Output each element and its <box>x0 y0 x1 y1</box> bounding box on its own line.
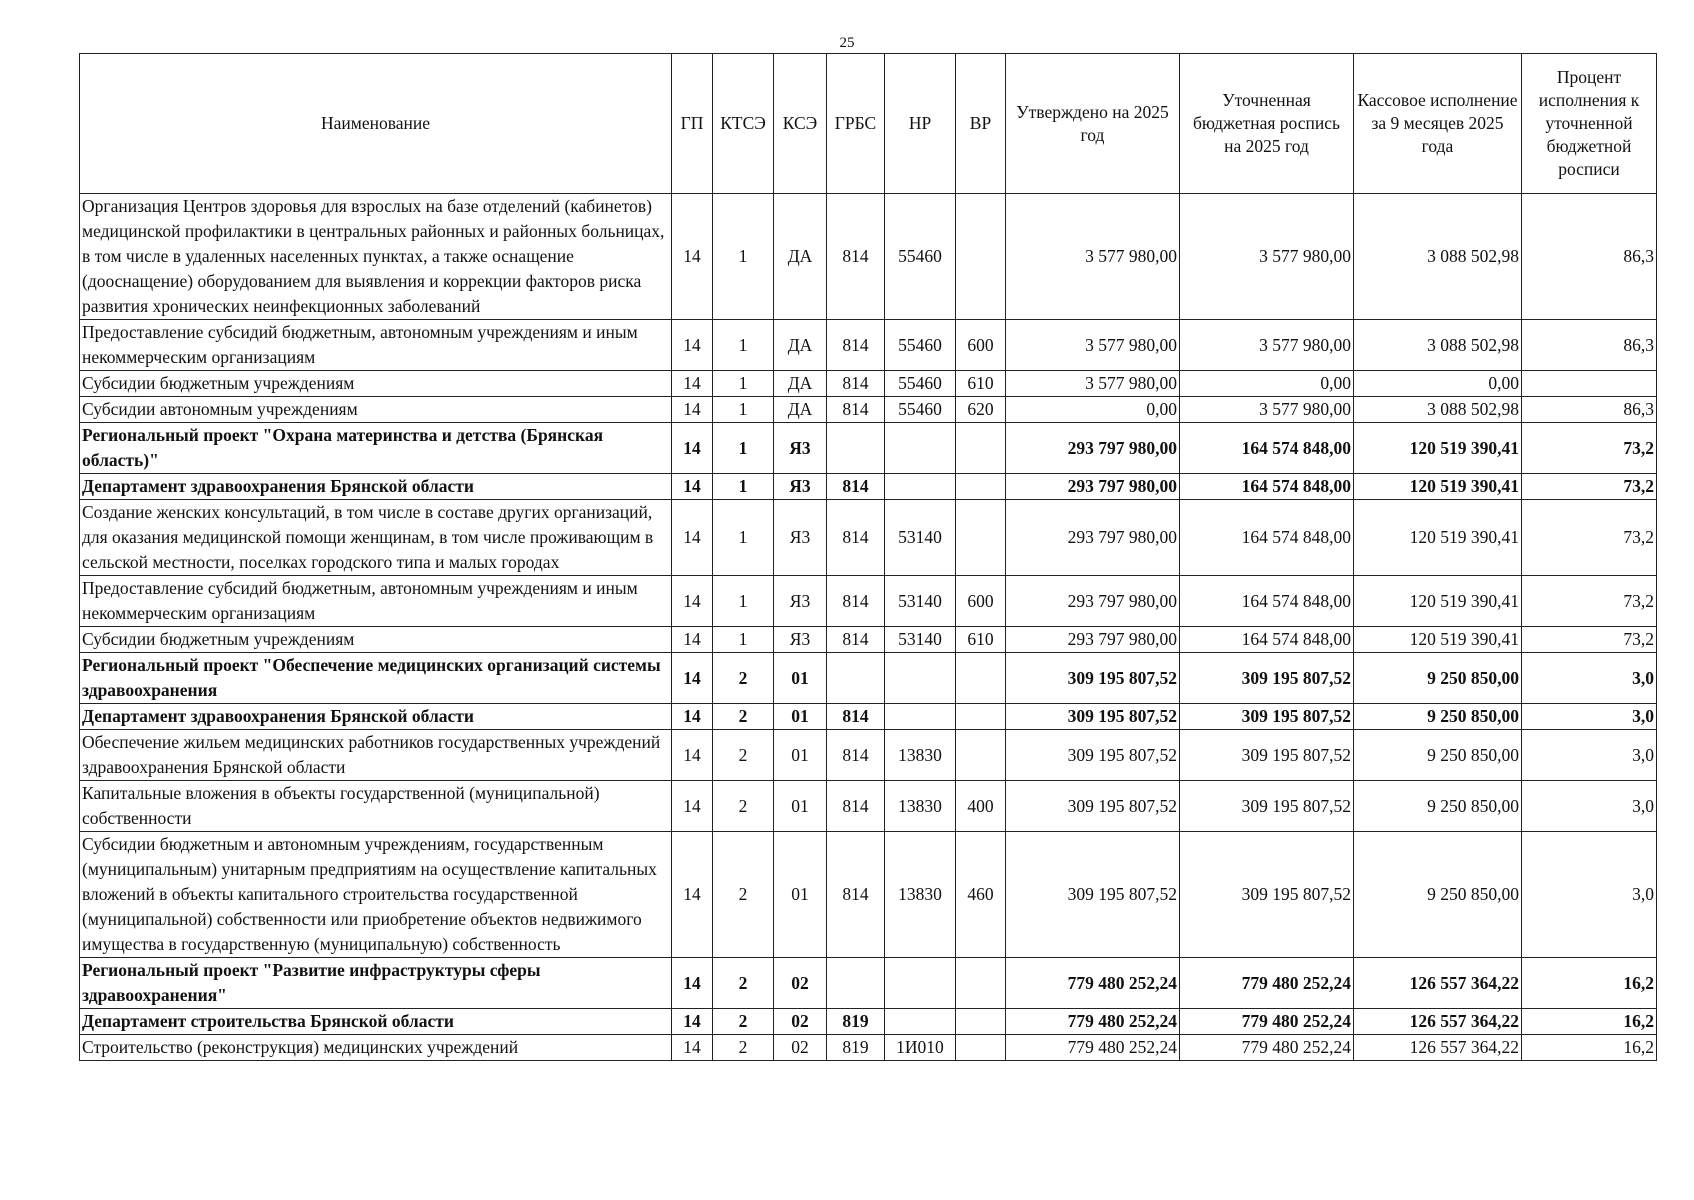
cell-percent: 16,2 <box>1522 1035 1657 1061</box>
cell-nr: 55460 <box>885 397 956 423</box>
table-row <box>80 194 1657 320</box>
cell-grbs <box>827 958 885 1009</box>
table-row <box>80 397 1657 423</box>
cell-vr <box>956 730 1006 781</box>
cell-ktse: 1 <box>713 397 774 423</box>
cell-ktse: 1 <box>713 576 774 627</box>
cell-approved: 293 797 980,00 <box>1006 627 1180 653</box>
header-cash: Кассовое исполнение за 9 месяцев 2025 года <box>1354 54 1522 194</box>
table-row <box>80 1009 1657 1035</box>
cell-kse: ДА <box>774 397 827 423</box>
cell-nr <box>885 423 956 474</box>
cell-vr <box>956 474 1006 500</box>
cell-approved: 3 577 980,00 <box>1006 194 1180 320</box>
cell-approved: 779 480 252,24 <box>1006 1009 1180 1035</box>
cell-refined: 779 480 252,24 <box>1180 1009 1354 1035</box>
budget-execution-table <box>79 53 1657 1061</box>
cell-refined: 164 574 848,00 <box>1180 474 1354 500</box>
cell-gp: 14 <box>672 371 713 397</box>
cell-grbs: 814 <box>827 704 885 730</box>
cell-percent: 73,2 <box>1522 474 1657 500</box>
cell-refined: 779 480 252,24 <box>1180 1035 1354 1061</box>
cell-vr <box>956 194 1006 320</box>
cell-kse: Я3 <box>774 423 827 474</box>
cell-grbs: 814 <box>827 627 885 653</box>
cell-cash: 126 557 364,22 <box>1354 958 1522 1009</box>
cell-kse: 02 <box>774 1035 827 1061</box>
cell-kse: ДА <box>774 194 827 320</box>
cell-ktse: 1 <box>713 627 774 653</box>
cell-grbs: 819 <box>827 1009 885 1035</box>
cell-name: Предоставление субсидий бюджетным, автономным учреждениям и иным некоммерческим организациям <box>80 320 672 371</box>
cell-name: Департамент здравоохранения Брянской области <box>80 474 672 500</box>
cell-percent: 3,0 <box>1522 832 1657 958</box>
cell-nr: 13830 <box>885 832 956 958</box>
cell-kse: Я3 <box>774 500 827 576</box>
cell-ktse: 1 <box>713 320 774 371</box>
cell-refined: 309 195 807,52 <box>1180 653 1354 704</box>
table-header-row <box>80 54 1657 194</box>
table-row <box>80 781 1657 832</box>
header-kse: КСЭ <box>774 54 827 194</box>
cell-cash: 3 088 502,98 <box>1354 397 1522 423</box>
cell-ktse: 2 <box>713 958 774 1009</box>
cell-grbs: 814 <box>827 781 885 832</box>
cell-name: Субсидии бюджетным учреждениям <box>80 371 672 397</box>
cell-gp: 14 <box>672 1035 713 1061</box>
cell-cash: 9 250 850,00 <box>1354 832 1522 958</box>
cell-gp: 14 <box>672 653 713 704</box>
cell-vr <box>956 1035 1006 1061</box>
cell-nr: 1И010 <box>885 1035 956 1061</box>
cell-refined: 309 195 807,52 <box>1180 730 1354 781</box>
cell-percent: 86,3 <box>1522 194 1657 320</box>
cell-kse: ДА <box>774 320 827 371</box>
cell-approved: 293 797 980,00 <box>1006 576 1180 627</box>
cell-nr <box>885 704 956 730</box>
cell-name: Региональный проект "Охрана материнства и детства (Брянская область)" <box>80 423 672 474</box>
cell-ktse: 1 <box>713 423 774 474</box>
cell-gp: 14 <box>672 576 713 627</box>
cell-gp: 14 <box>672 1009 713 1035</box>
cell-percent: 3,0 <box>1522 704 1657 730</box>
cell-refined: 164 574 848,00 <box>1180 500 1354 576</box>
cell-kse: 01 <box>774 704 827 730</box>
cell-nr <box>885 474 956 500</box>
cell-percent: 3,0 <box>1522 653 1657 704</box>
cell-percent: 73,2 <box>1522 576 1657 627</box>
cell-refined: 3 577 980,00 <box>1180 320 1354 371</box>
cell-nr: 55460 <box>885 320 956 371</box>
cell-gp: 14 <box>672 320 713 371</box>
cell-name: Департамент строительства Брянской области <box>80 1009 672 1035</box>
cell-ktse: 1 <box>713 194 774 320</box>
cell-name: Капитальные вложения в объекты государственной (муниципальной) собственности <box>80 781 672 832</box>
cell-approved: 309 195 807,52 <box>1006 704 1180 730</box>
cell-gp: 14 <box>672 704 713 730</box>
cell-cash: 9 250 850,00 <box>1354 653 1522 704</box>
cell-nr <box>885 1009 956 1035</box>
table-row <box>80 320 1657 371</box>
cell-grbs: 814 <box>827 730 885 781</box>
cell-kse: Я3 <box>774 576 827 627</box>
header-nr: НР <box>885 54 956 194</box>
table-row <box>80 730 1657 781</box>
cell-approved: 779 480 252,24 <box>1006 1035 1180 1061</box>
cell-approved: 309 195 807,52 <box>1006 781 1180 832</box>
cell-approved: 309 195 807,52 <box>1006 832 1180 958</box>
cell-ktse: 2 <box>713 832 774 958</box>
cell-name: Субсидии автономным учреждениям <box>80 397 672 423</box>
cell-vr <box>956 1009 1006 1035</box>
cell-ktse: 1 <box>713 371 774 397</box>
cell-nr: 13830 <box>885 781 956 832</box>
cell-nr: 53140 <box>885 576 956 627</box>
cell-percent: 3,0 <box>1522 781 1657 832</box>
cell-percent: 86,3 <box>1522 397 1657 423</box>
cell-gp: 14 <box>672 423 713 474</box>
cell-grbs: 814 <box>827 500 885 576</box>
cell-kse: Я3 <box>774 627 827 653</box>
table-body <box>80 194 1657 1061</box>
cell-gp: 14 <box>672 627 713 653</box>
cell-kse: 01 <box>774 653 827 704</box>
cell-ktse: 2 <box>713 781 774 832</box>
table-row <box>80 1035 1657 1061</box>
cell-name: Субсидии бюджетным учреждениям <box>80 627 672 653</box>
cell-approved: 293 797 980,00 <box>1006 423 1180 474</box>
cell-vr: 460 <box>956 832 1006 958</box>
cell-cash: 120 519 390,41 <box>1354 500 1522 576</box>
cell-grbs: 814 <box>827 474 885 500</box>
cell-percent: 73,2 <box>1522 500 1657 576</box>
page-number: 25 <box>839 35 855 51</box>
cell-grbs: 814 <box>827 320 885 371</box>
cell-approved: 293 797 980,00 <box>1006 474 1180 500</box>
cell-kse: 01 <box>774 730 827 781</box>
cell-grbs: 819 <box>827 1035 885 1061</box>
cell-refined: 164 574 848,00 <box>1180 576 1354 627</box>
cell-gp: 14 <box>672 730 713 781</box>
cell-refined: 779 480 252,24 <box>1180 958 1354 1009</box>
cell-cash: 126 557 364,22 <box>1354 1009 1522 1035</box>
header-grbs: ГРБС <box>827 54 885 194</box>
cell-gp: 14 <box>672 500 713 576</box>
cell-gp: 14 <box>672 194 713 320</box>
header-gp: ГП <box>672 54 713 194</box>
cell-nr: 55460 <box>885 194 956 320</box>
cell-name: Департамент здравоохранения Брянской области <box>80 704 672 730</box>
cell-vr <box>956 423 1006 474</box>
cell-refined: 3 577 980,00 <box>1180 194 1354 320</box>
cell-ktse: 2 <box>713 730 774 781</box>
cell-percent: 16,2 <box>1522 958 1657 1009</box>
cell-approved: 779 480 252,24 <box>1006 958 1180 1009</box>
cell-cash: 126 557 364,22 <box>1354 1035 1522 1061</box>
cell-grbs: 814 <box>827 832 885 958</box>
cell-name: Строительство (реконструкция) медицинских учреждений <box>80 1035 672 1061</box>
cell-ktse: 2 <box>713 1035 774 1061</box>
cell-vr: 600 <box>956 576 1006 627</box>
cell-cash: 9 250 850,00 <box>1354 781 1522 832</box>
cell-name: Региональный проект "Обеспечение медицинских организаций системы здравоохранения <box>80 653 672 704</box>
cell-name: Обеспечение жильем медицинских работников государственных учреждений здравоохранения Брянской области <box>80 730 672 781</box>
cell-nr: 13830 <box>885 730 956 781</box>
cell-grbs: 814 <box>827 194 885 320</box>
cell-vr <box>956 653 1006 704</box>
cell-percent <box>1522 371 1657 397</box>
cell-vr: 620 <box>956 397 1006 423</box>
cell-kse: Я3 <box>774 474 827 500</box>
cell-name: Предоставление субсидий бюджетным, автономным учреждениям и иным некоммерческим организациям <box>80 576 672 627</box>
cell-cash: 9 250 850,00 <box>1354 730 1522 781</box>
cell-vr <box>956 500 1006 576</box>
table-row <box>80 423 1657 474</box>
cell-nr <box>885 958 956 1009</box>
cell-kse: 01 <box>774 832 827 958</box>
cell-grbs: 814 <box>827 371 885 397</box>
cell-gp: 14 <box>672 781 713 832</box>
header-vr: ВР <box>956 54 1006 194</box>
cell-vr: 610 <box>956 627 1006 653</box>
cell-percent: 86,3 <box>1522 320 1657 371</box>
cell-kse: 02 <box>774 958 827 1009</box>
cell-ktse: 2 <box>713 1009 774 1035</box>
table-row <box>80 832 1657 958</box>
cell-grbs: 814 <box>827 397 885 423</box>
cell-vr: 600 <box>956 320 1006 371</box>
cell-approved: 0,00 <box>1006 397 1180 423</box>
cell-nr: 55460 <box>885 371 956 397</box>
table-row <box>80 958 1657 1009</box>
cell-name: Субсидии бюджетным и автономным учреждениям, государственным (муниципальным) унитарным предприятиям на осуществление капитальных вложений в объекты капитального строительства государственной (муниципальной) собственности или приобретение объектов недвижимого имущества в государственную (муниципальную) собственность <box>80 832 672 958</box>
cell-refined: 309 195 807,52 <box>1180 832 1354 958</box>
cell-name: Создание женских консультаций, в том числе в составе других организаций, для оказания медицинской помощи женщинам, в том числе проживающим в сельской местности, поселках городского типа и малых городах <box>80 500 672 576</box>
cell-ktse: 2 <box>713 704 774 730</box>
table-row <box>80 371 1657 397</box>
cell-gp: 14 <box>672 397 713 423</box>
cell-refined: 164 574 848,00 <box>1180 627 1354 653</box>
cell-percent: 73,2 <box>1522 627 1657 653</box>
cell-cash: 0,00 <box>1354 371 1522 397</box>
cell-grbs: 814 <box>827 576 885 627</box>
cell-approved: 309 195 807,52 <box>1006 653 1180 704</box>
cell-vr <box>956 704 1006 730</box>
cell-percent: 3,0 <box>1522 730 1657 781</box>
cell-refined: 3 577 980,00 <box>1180 397 1354 423</box>
cell-gp: 14 <box>672 474 713 500</box>
cell-percent: 16,2 <box>1522 1009 1657 1035</box>
table-row <box>80 704 1657 730</box>
table-row <box>80 627 1657 653</box>
cell-approved: 309 195 807,52 <box>1006 730 1180 781</box>
cell-cash: 9 250 850,00 <box>1354 704 1522 730</box>
header-percent: Процент исполнения к уточненной бюджетной росписи <box>1522 54 1657 194</box>
cell-cash: 120 519 390,41 <box>1354 627 1522 653</box>
table-row <box>80 653 1657 704</box>
cell-refined: 309 195 807,52 <box>1180 781 1354 832</box>
cell-ktse: 2 <box>713 653 774 704</box>
cell-grbs <box>827 423 885 474</box>
cell-vr: 610 <box>956 371 1006 397</box>
cell-gp: 14 <box>672 958 713 1009</box>
cell-grbs <box>827 653 885 704</box>
table-row <box>80 576 1657 627</box>
cell-ktse: 1 <box>713 474 774 500</box>
cell-refined: 309 195 807,52 <box>1180 704 1354 730</box>
cell-name: Организация Центров здоровья для взрослых на базе отделений (кабинетов) медицинской профилактики в центральных районных и районных больницах, в том числе в удаленных населенных пунктах, а также оснащение (дооснащение) оборудованием для выявления и коррекции факторов риска развития хронических неинфекционных заболеваний <box>80 194 672 320</box>
cell-refined: 0,00 <box>1180 371 1354 397</box>
header-ktse: КТСЭ <box>713 54 774 194</box>
cell-approved: 3 577 980,00 <box>1006 371 1180 397</box>
cell-cash: 120 519 390,41 <box>1354 423 1522 474</box>
cell-kse: 01 <box>774 781 827 832</box>
cell-refined: 164 574 848,00 <box>1180 423 1354 474</box>
cell-approved: 293 797 980,00 <box>1006 500 1180 576</box>
cell-cash: 120 519 390,41 <box>1354 576 1522 627</box>
header-refined: Уточненная бюджетная роспись на 2025 год <box>1180 54 1354 194</box>
cell-nr <box>885 653 956 704</box>
header-approved: Утверждено на 2025 год <box>1006 54 1180 194</box>
table-row <box>80 474 1657 500</box>
cell-cash: 3 088 502,98 <box>1354 194 1522 320</box>
cell-percent: 73,2 <box>1522 423 1657 474</box>
cell-gp: 14 <box>672 832 713 958</box>
cell-cash: 120 519 390,41 <box>1354 474 1522 500</box>
header-name: Наименование <box>80 54 672 194</box>
table-row <box>80 500 1657 576</box>
cell-cash: 3 088 502,98 <box>1354 320 1522 371</box>
cell-kse: 02 <box>774 1009 827 1035</box>
cell-approved: 3 577 980,00 <box>1006 320 1180 371</box>
cell-kse: ДА <box>774 371 827 397</box>
cell-nr: 53140 <box>885 500 956 576</box>
cell-vr <box>956 958 1006 1009</box>
cell-ktse: 1 <box>713 500 774 576</box>
cell-nr: 53140 <box>885 627 956 653</box>
cell-name: Региональный проект "Развитие инфраструктуры сферы здравоохранения" <box>80 958 672 1009</box>
cell-vr: 400 <box>956 781 1006 832</box>
